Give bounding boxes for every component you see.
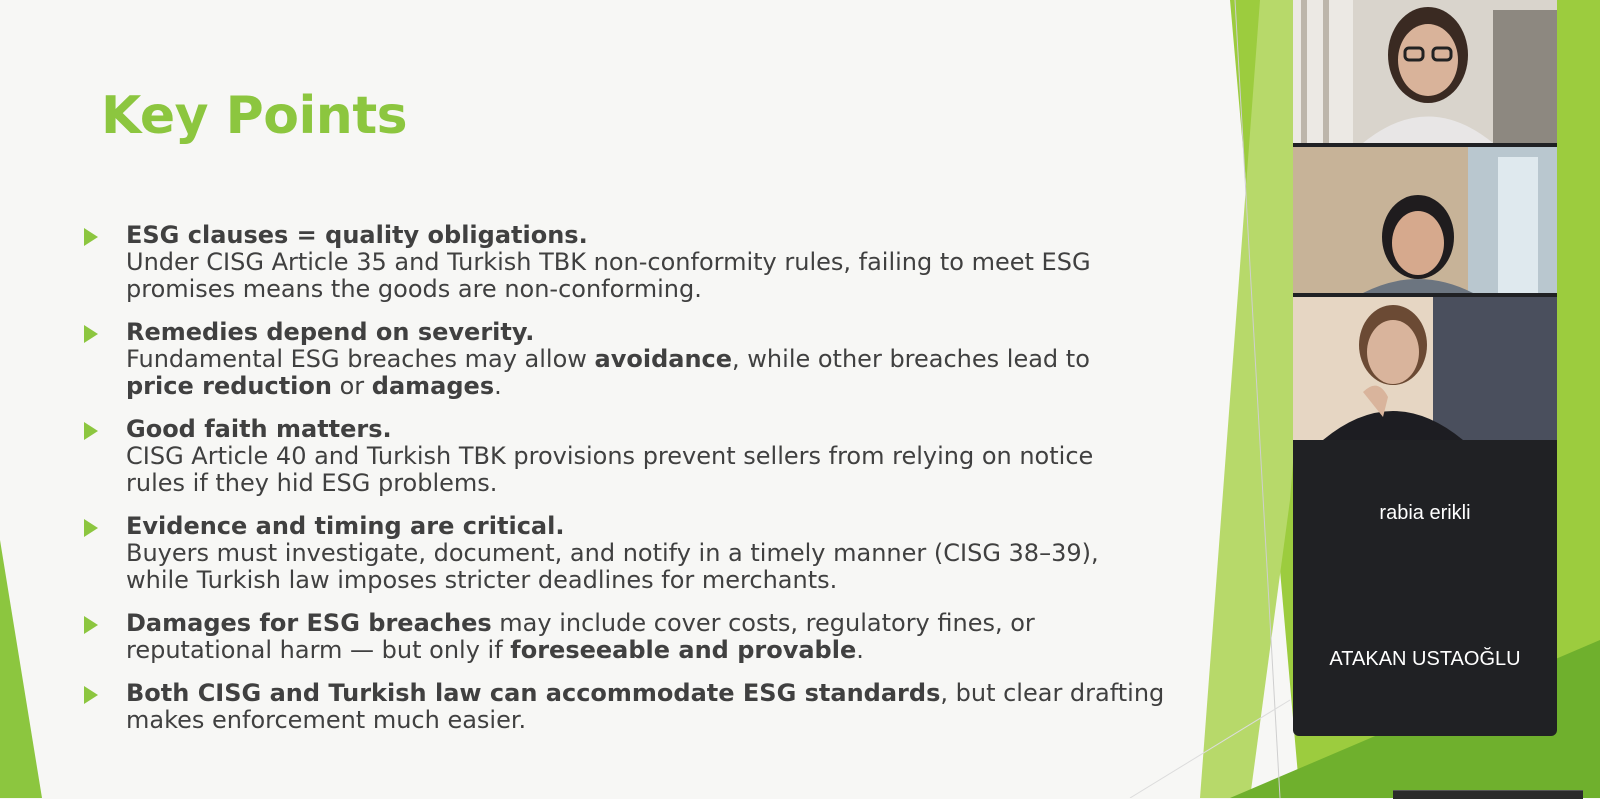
bullet-text: rules if they hid ESG problems.: [126, 469, 498, 497]
left-green-wedge: [0, 540, 42, 798]
bullet-text: while Turkish law imposes stricter deadlines for merchants.: [126, 566, 838, 594]
bold-run: avoidance: [594, 345, 733, 373]
participant-name: rabia erikli: [1379, 502, 1471, 524]
bullet-text: CISG Article 40 and Turkish TBK provisions prevent sellers from relying on notice: [126, 442, 1094, 470]
text-run: .: [494, 372, 502, 400]
bullet-item: [80, 513, 1170, 594]
bullet-heading: Evidence and timing are critical.: [126, 512, 565, 540]
bold-run: price reduction: [126, 372, 332, 400]
bullet-text: [126, 637, 1170, 664]
participant-panel: [1293, 0, 1557, 736]
triangle-bullet-icon: [84, 686, 98, 704]
participant-video-woman-dark-hair-icon: [1293, 147, 1557, 293]
bullet-item: [80, 610, 1170, 664]
key-points-list: [80, 222, 1170, 750]
text-run: or: [331, 372, 372, 400]
bullet-text: Buyers must investigate, document, and notify in a timely manner (CISG 38–39),: [126, 539, 1099, 567]
bullet-text: [126, 680, 1170, 707]
bullet-text: [126, 610, 1170, 637]
text-run: may include cover costs, regulatory fines, or: [491, 609, 1035, 637]
participant-video-woman-glasses-icon: [1293, 0, 1557, 143]
text-run: reputational harm — but only if: [126, 636, 511, 664]
text-run: Fundamental ESG breaches may allow: [126, 345, 595, 373]
bullet-text: [126, 373, 1170, 400]
participant-video-woman-hand-chin-icon: [1293, 297, 1557, 440]
bullet-item: [80, 416, 1170, 497]
bullet-text: promises means the goods are non-conforming.: [126, 275, 702, 303]
bullet-item: [80, 319, 1170, 400]
participant-name: ATAKAN USTAOĞLU: [1329, 648, 1521, 670]
bullet-heading: ESG clauses = quality obligations.: [126, 221, 588, 249]
slide-title: Key Points: [101, 86, 408, 146]
participant-video-tile[interactable]: [1293, 297, 1557, 440]
triangle-bullet-icon: [84, 228, 98, 246]
text-run: .: [856, 636, 864, 664]
bullet-item: [80, 680, 1170, 734]
triangle-bullet-icon: [84, 519, 98, 537]
text-run: , but clear drafting: [940, 679, 1165, 707]
bold-run: Both CISG and Turkish law can accommodate ESG standards: [126, 679, 941, 707]
bullet-text: Under CISG Article 35 and Turkish TBK non-conformity rules, failing to meet ESG: [126, 248, 1091, 276]
triangle-bullet-icon: [84, 325, 98, 343]
text-run: , while other breaches lead to: [732, 345, 1090, 373]
bullet-text: [126, 346, 1170, 373]
participant-video-tile[interactable]: [1293, 0, 1557, 143]
bullet-item: [80, 222, 1170, 303]
bullet-heading: Good faith matters.: [126, 415, 392, 443]
bold-run: damages: [371, 372, 495, 400]
bold-run: Damages for ESG breaches: [126, 609, 492, 637]
bold-run: foreseeable and provable: [510, 636, 857, 664]
triangle-bullet-icon: [84, 616, 98, 634]
bullet-text: makes enforcement much easier.: [126, 706, 527, 734]
bullet-heading: Remedies depend on severity.: [126, 318, 535, 346]
participant-video-tile-active-speaker[interactable]: [1293, 147, 1557, 293]
triangle-bullet-icon: [84, 422, 98, 440]
